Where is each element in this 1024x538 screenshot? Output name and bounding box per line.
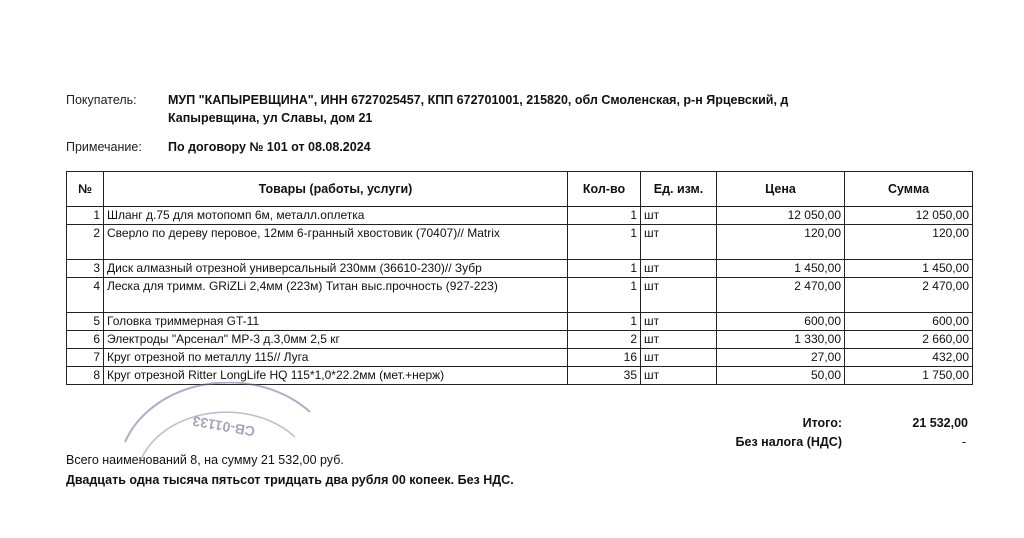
row-number: 2 bbox=[67, 225, 104, 260]
header-qty: Кол-во bbox=[568, 172, 641, 207]
row-name: Головка триммерная GT-11 bbox=[104, 313, 568, 331]
total-label: Итого: bbox=[802, 416, 842, 430]
row-sum: 2 470,00 bbox=[845, 278, 973, 313]
row-qty: 2 bbox=[568, 331, 641, 349]
row-qty: 35 bbox=[568, 367, 641, 385]
row-qty: 1 bbox=[568, 260, 641, 278]
header-goods: Товары (работы, услуги) bbox=[104, 172, 568, 207]
total-value: 21 532,00 bbox=[912, 416, 968, 430]
vat-value: - bbox=[961, 435, 966, 449]
vat-label: Без налога (НДС) bbox=[735, 435, 842, 449]
row-price: 50,00 bbox=[717, 367, 845, 385]
row-price: 12 050,00 bbox=[717, 207, 845, 225]
table-row bbox=[67, 349, 973, 367]
row-qty: 1 bbox=[568, 225, 641, 260]
header-sum: Сумма bbox=[845, 172, 973, 207]
row-sum: 1 750,00 bbox=[845, 367, 973, 385]
row-name: Круг отрезной по металлу 115// Луга bbox=[104, 349, 568, 367]
row-unit: шт bbox=[641, 207, 717, 225]
stamp-text: СВ-01133 bbox=[191, 413, 257, 440]
row-sum: 120,00 bbox=[845, 225, 973, 260]
row-qty: 16 bbox=[568, 349, 641, 367]
row-sum: 432,00 bbox=[845, 349, 973, 367]
row-unit: шт bbox=[641, 349, 717, 367]
row-qty: 1 bbox=[568, 207, 641, 225]
row-unit: шт bbox=[641, 313, 717, 331]
row-unit: шт bbox=[641, 260, 717, 278]
row-price: 2 470,00 bbox=[717, 278, 845, 313]
stamp-icon bbox=[95, 382, 325, 532]
row-number: 3 bbox=[67, 260, 104, 278]
buyer-line-2: Капыревщина, ул Славы, дом 21 bbox=[168, 111, 373, 125]
row-sum: 1 450,00 bbox=[845, 260, 973, 278]
row-name: Шланг д.75 для мотопомп 6м, металл.оплетка bbox=[104, 207, 568, 225]
row-name: Электроды "Арсенал" МР-3 д.3,0мм 2,5 кг bbox=[104, 331, 568, 349]
summary-line-1: Всего наименований 8, на сумму 21 532,00 руб. bbox=[66, 453, 344, 467]
table-row bbox=[67, 260, 973, 278]
row-number: 5 bbox=[67, 313, 104, 331]
buyer-label: Покупатель: bbox=[66, 93, 137, 107]
row-number: 8 bbox=[67, 367, 104, 385]
row-unit: шт bbox=[641, 225, 717, 260]
items-table bbox=[66, 171, 973, 385]
header-price: Цена bbox=[717, 172, 845, 207]
row-sum: 600,00 bbox=[845, 313, 973, 331]
row-sum: 12 050,00 bbox=[845, 207, 973, 225]
row-number: 4 bbox=[67, 278, 104, 313]
row-price: 1 450,00 bbox=[717, 260, 845, 278]
row-name: Леска для тримм. GRiZLi 2,4мм (223м) Титан выс.прочность (927-223) bbox=[104, 278, 568, 313]
row-unit: шт bbox=[641, 278, 717, 313]
row-number: 1 bbox=[67, 207, 104, 225]
note-label: Примечание: bbox=[66, 140, 142, 154]
table-row bbox=[67, 278, 973, 313]
row-price: 120,00 bbox=[717, 225, 845, 260]
row-price: 27,00 bbox=[717, 349, 845, 367]
row-unit: шт bbox=[641, 367, 717, 385]
row-price: 1 330,00 bbox=[717, 331, 845, 349]
row-name: Сверло по дереву перовое, 12мм 6-гранный хвостовик (70407)// Matrix bbox=[104, 225, 568, 260]
row-name: Круг отрезной Ritter LongLife HQ 115*1,0*22.2мм (мет.+нерж) bbox=[104, 367, 568, 385]
row-number: 6 bbox=[67, 331, 104, 349]
row-unit: шт bbox=[641, 331, 717, 349]
table-row bbox=[67, 225, 973, 260]
row-number: 7 bbox=[67, 349, 104, 367]
summary-line-2: Двадцать одна тысяча пятьсот тридцать два рубля 00 копеек. Без НДС. bbox=[66, 473, 514, 487]
buyer-line-1: МУП "КАПЫРЕВЩИНА", ИНН 6727025457, КПП 672701001, 215820, обл Смоленская, р-н Ярцевский, д bbox=[168, 93, 789, 107]
row-qty: 1 bbox=[568, 313, 641, 331]
note-value: По договору № 101 от 08.08.2024 bbox=[168, 140, 371, 154]
row-sum: 2 660,00 bbox=[845, 331, 973, 349]
table-header-row bbox=[67, 172, 973, 207]
row-name: Диск алмазный отрезной универсальный 230мм (36610-230)// Зубр bbox=[104, 260, 568, 278]
row-qty: 1 bbox=[568, 278, 641, 313]
header-number: № bbox=[67, 172, 104, 207]
row-price: 600,00 bbox=[717, 313, 845, 331]
table-row bbox=[67, 313, 973, 331]
header-unit: Ед. изм. bbox=[641, 172, 717, 207]
table-row bbox=[67, 207, 973, 225]
table-row bbox=[67, 331, 973, 349]
